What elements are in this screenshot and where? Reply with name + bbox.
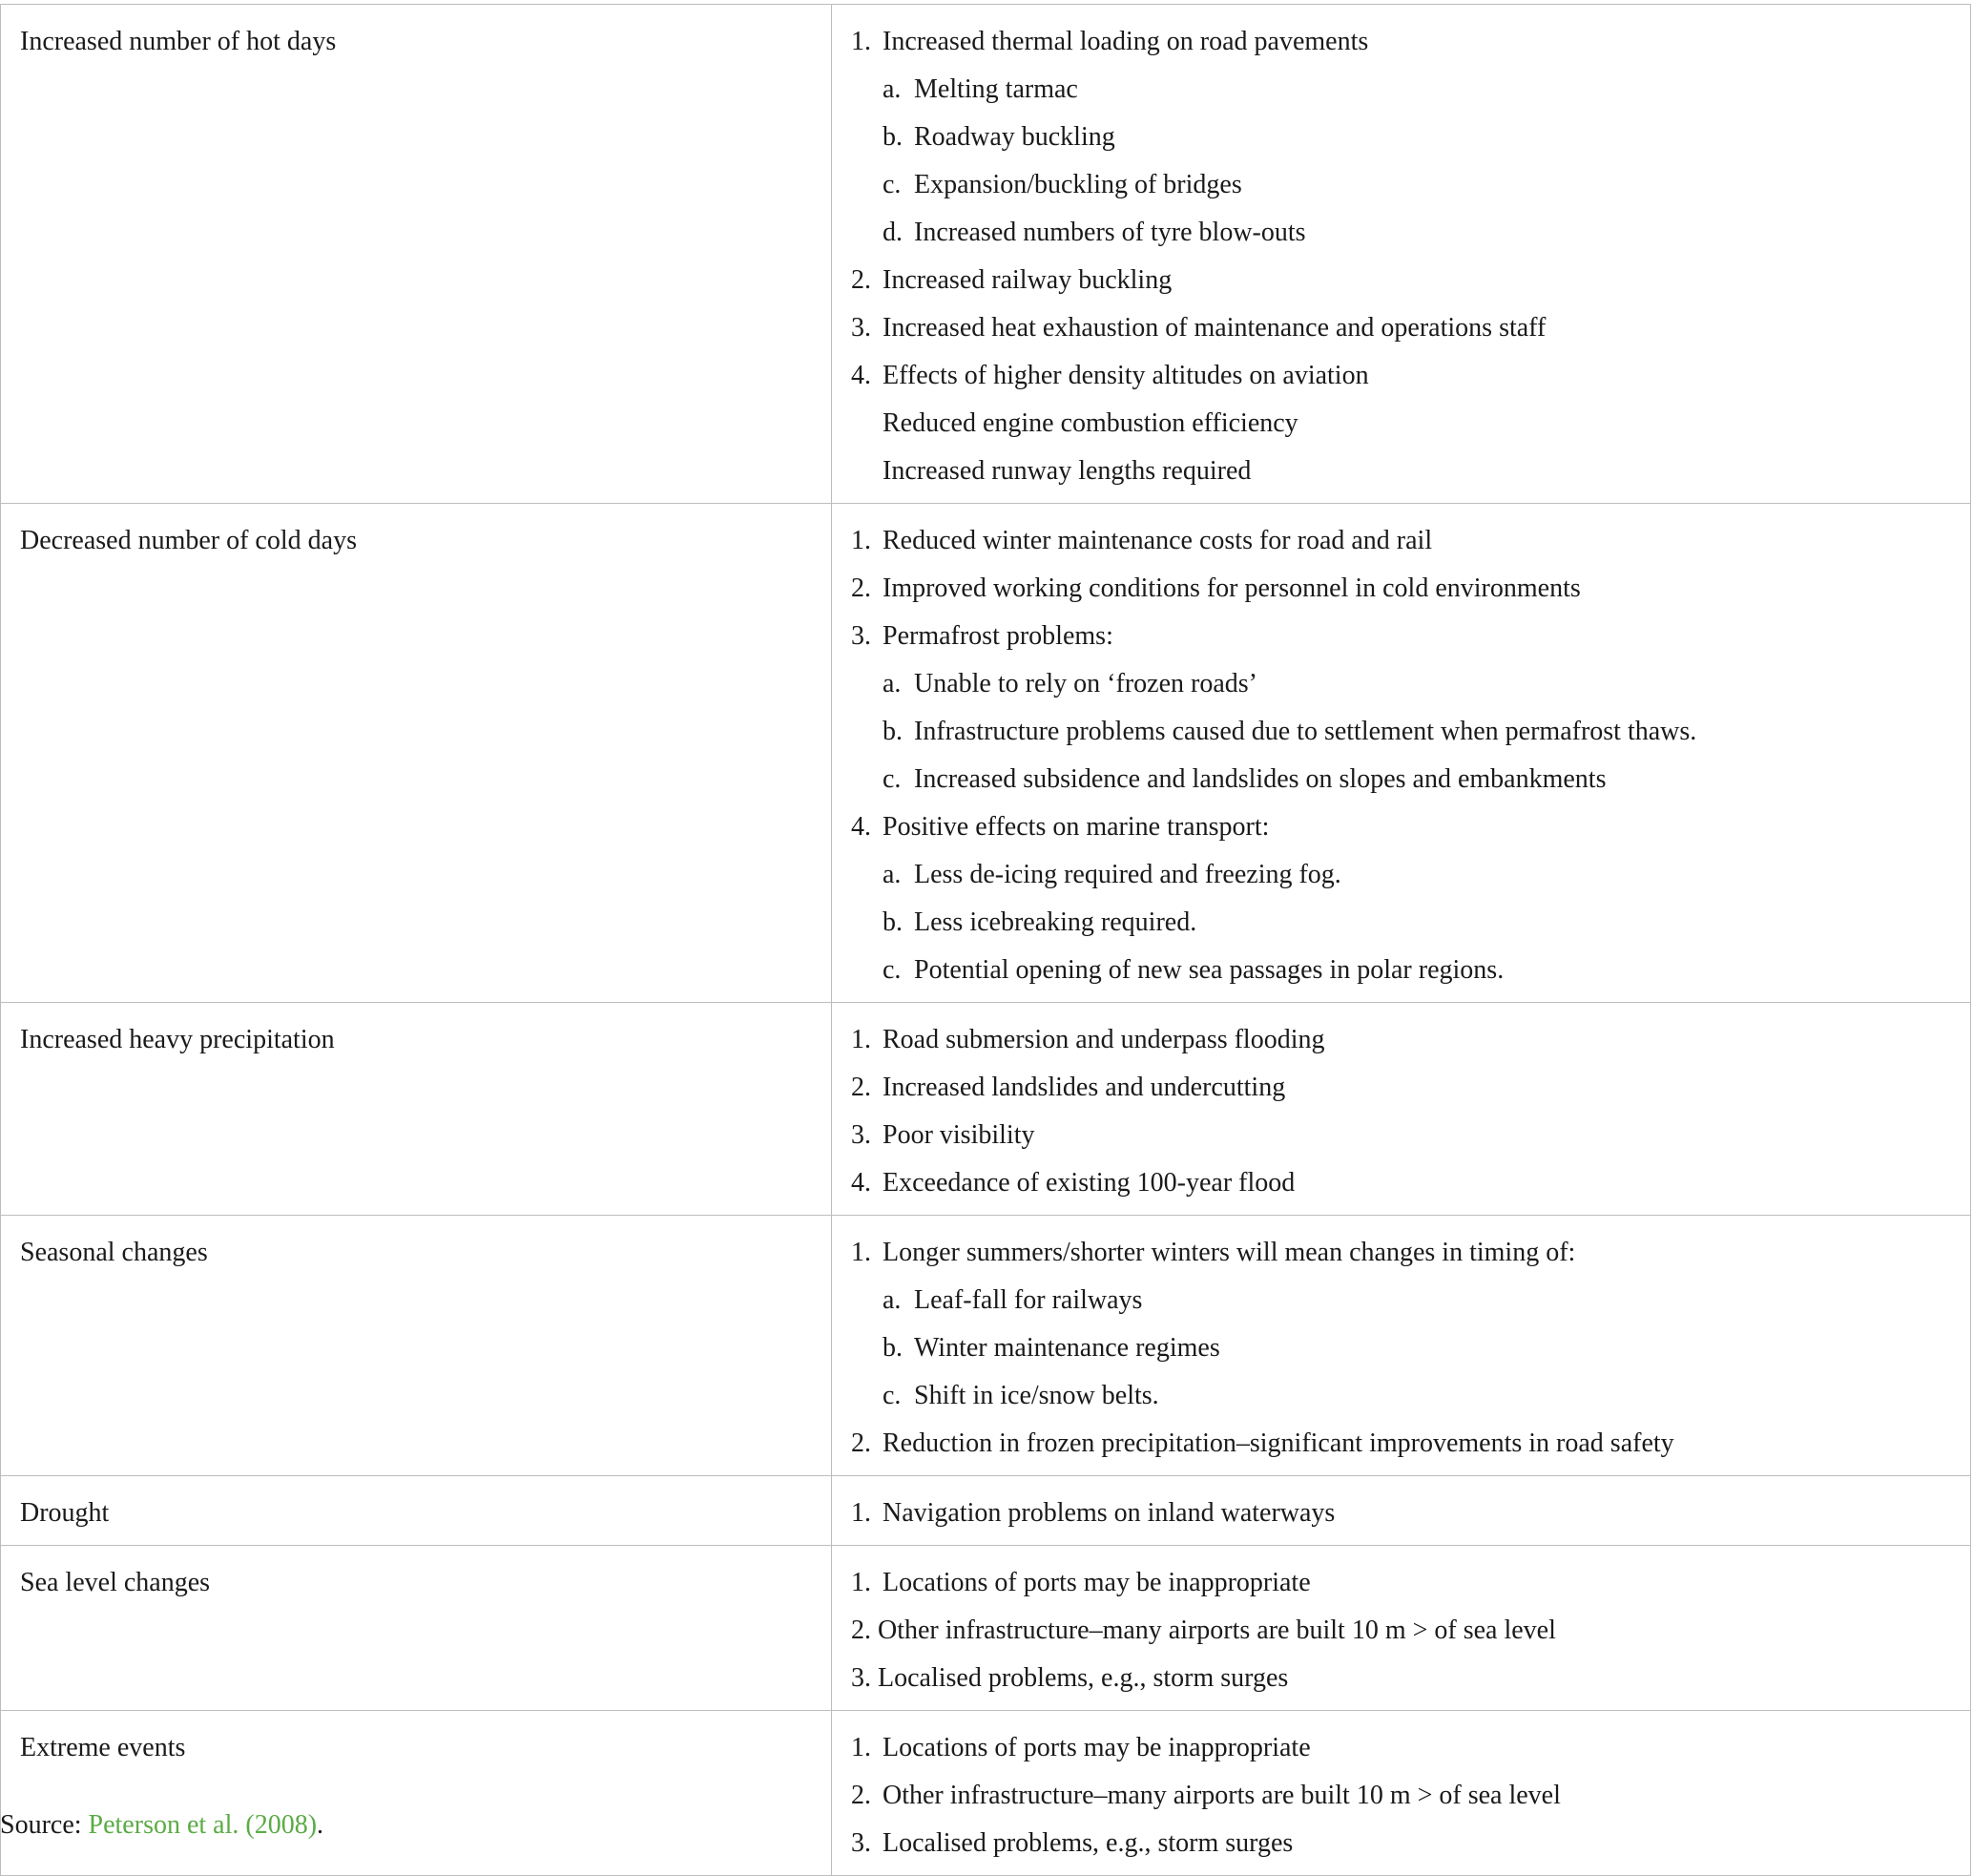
impact-text: Expansion/buckling of bridges	[914, 170, 1242, 199]
climate-impacts-table	[0, 4, 1971, 1876]
list-marker: 2.	[851, 1428, 871, 1458]
impact-list-cell	[832, 5, 1971, 504]
climate-factor-cell: Decreased number of cold days	[1, 504, 832, 1003]
impact-list-item	[851, 257, 1951, 304]
impact-list-item	[851, 1159, 1951, 1207]
impact-list-cell	[832, 1476, 1971, 1546]
impact-text: Longer summers/shorter winters will mean changes in timing of:	[883, 1238, 1576, 1267]
list-marker: 1.	[851, 1238, 871, 1267]
climate-factor-cell: Increased heavy precipitation	[1, 1003, 832, 1216]
list-marker: 1.	[851, 1025, 871, 1054]
list-marker: 1.	[851, 526, 871, 555]
impact-text: Other infrastructure–many airports are built 10 m > of sea level	[883, 1781, 1561, 1810]
impact-list-item	[851, 209, 1951, 257]
climate-factor-cell: Increased number of hot days	[1, 5, 832, 504]
impact-text: Locations of ports may be inappropriate	[883, 1568, 1311, 1597]
impact-text: Locations of ports may be inappropriate	[883, 1733, 1311, 1762]
impact-text: Localised problems, e.g., storm surges	[883, 1828, 1294, 1858]
impact-text: Increased heat exhaustion of maintenance and operations staff	[883, 313, 1547, 343]
impact-text: Increased thermal loading on road pavements	[883, 27, 1369, 56]
impact-list-item	[851, 708, 1951, 756]
source-note	[0, 1809, 323, 1842]
impact-list-item	[851, 1420, 1951, 1468]
impact-list-item	[851, 517, 1951, 565]
impact-list-item	[851, 899, 1951, 947]
impact-list-item	[851, 400, 1951, 448]
impact-text: Increased landslides and undercutting	[883, 1073, 1286, 1102]
impact-list-item	[851, 947, 1951, 994]
list-marker: 3.	[851, 1120, 871, 1150]
impact-text: Positive effects on marine transport:	[883, 812, 1270, 842]
impact-list-cell	[832, 1711, 1971, 1876]
impact-list-item	[851, 1016, 1951, 1064]
list-marker: 2.	[851, 265, 871, 295]
list-marker: a.	[883, 669, 902, 698]
impact-list-cell	[832, 504, 1971, 1003]
climate-factor-cell: Drought	[1, 1476, 832, 1546]
impact-text: Unable to rely on ‘frozen roads’	[914, 669, 1257, 698]
table-row	[1, 1711, 1971, 1876]
impact-text: Shift in ice/snow belts.	[914, 1381, 1159, 1410]
impact-list-item	[851, 1724, 1951, 1772]
impact-list-item	[851, 1064, 1951, 1112]
impact-list-item	[851, 352, 1951, 400]
impact-text: Reduced winter maintenance costs for road and rail	[883, 526, 1433, 555]
list-marker: 2.	[851, 573, 871, 603]
list-marker: 4.	[851, 361, 871, 390]
impact-list-item	[851, 18, 1951, 66]
impact-text: Reduced engine combustion efficiency	[883, 408, 1298, 438]
table-row	[1, 1216, 1971, 1476]
list-marker: a.	[883, 860, 902, 889]
impact-list-item	[851, 1559, 1951, 1607]
table-row	[1, 1546, 1971, 1711]
impact-text: Increased railway buckling	[883, 265, 1173, 295]
impact-text: Improved working conditions for personnel in cold environments	[883, 573, 1581, 603]
impact-text: Roadway buckling	[914, 122, 1115, 152]
table-row	[1, 1476, 1971, 1546]
source-label: Source:	[0, 1810, 89, 1840]
climate-factor-cell: Sea level changes	[1, 1546, 832, 1711]
impact-list-item	[851, 803, 1951, 851]
impact-text: Increased numbers of tyre blow-outs	[914, 218, 1306, 247]
list-marker: 1.	[851, 1498, 871, 1528]
table-row	[1, 1003, 1971, 1216]
impact-text: Permafrost problems:	[883, 621, 1113, 651]
list-marker: c.	[883, 764, 902, 794]
impact-list-item	[851, 565, 1951, 613]
list-marker: b.	[883, 1333, 903, 1363]
impact-text: Effects of higher density altitudes on aviation	[883, 361, 1369, 390]
impact-text: Other infrastructure–many airports are built 10 m > of sea level	[878, 1615, 1556, 1645]
impact-list-item	[851, 448, 1951, 495]
impact-list-item	[851, 1372, 1951, 1420]
impact-list-item	[851, 1112, 1951, 1159]
impact-list-item	[851, 66, 1951, 114]
impact-list-item	[851, 1277, 1951, 1324]
impact-text: Road submersion and underpass flooding	[883, 1025, 1325, 1054]
impact-text: Potential opening of new sea passages in polar regions.	[914, 955, 1505, 985]
list-marker: 4.	[851, 812, 871, 842]
list-marker: b.	[883, 907, 903, 937]
list-marker: b.	[883, 717, 903, 746]
list-marker: 2.	[851, 1615, 871, 1645]
impact-text: Exceedance of existing 100-year flood	[883, 1168, 1296, 1198]
list-marker: c.	[883, 1381, 902, 1410]
impact-list-item	[851, 1820, 1951, 1867]
source-trailing: .	[317, 1810, 324, 1840]
impact-list-cell	[832, 1216, 1971, 1476]
impact-list-item	[851, 1324, 1951, 1372]
impact-list-item	[851, 1655, 1951, 1702]
impact-list-cell	[832, 1546, 1971, 1711]
impact-text: Navigation problems on inland waterways	[883, 1498, 1336, 1528]
climate-factor-cell: Extreme events	[1, 1711, 832, 1876]
list-marker: 1.	[851, 27, 871, 56]
impact-list-item	[851, 660, 1951, 708]
impact-text: Localised problems, e.g., storm surges	[878, 1663, 1289, 1693]
list-marker: 1.	[851, 1733, 871, 1762]
impact-list-item	[851, 114, 1951, 161]
table-row	[1, 5, 1971, 504]
list-marker: b.	[883, 122, 903, 152]
climate-factor-cell: Seasonal changes	[1, 1216, 832, 1476]
impact-list-item	[851, 613, 1951, 660]
list-marker: 3.	[851, 1828, 871, 1858]
impact-text: Increased subsidence and landslides on slopes and embankments	[914, 764, 1607, 794]
list-marker: 2.	[851, 1073, 871, 1102]
list-marker: 1.	[851, 1568, 871, 1597]
list-marker: d.	[883, 218, 903, 247]
impact-text: Less de-icing required and freezing fog.	[914, 860, 1341, 889]
impact-text: Infrastructure problems caused due to settlement when permafrost thaws.	[914, 717, 1697, 746]
list-marker: 3.	[851, 621, 871, 651]
list-marker: a.	[883, 74, 902, 104]
impact-list-cell	[832, 1003, 1971, 1216]
table-body	[1, 5, 1971, 1876]
source-reference-link[interactable]: Peterson et al. (2008)	[88, 1810, 318, 1840]
list-marker: a.	[883, 1285, 902, 1315]
list-marker: 2.	[851, 1781, 871, 1810]
impact-text: Poor visibility	[883, 1120, 1035, 1150]
impact-text: Reduction in frozen precipitation–significant improvements in road safety	[883, 1428, 1674, 1458]
impact-text: Winter maintenance regimes	[914, 1333, 1220, 1363]
impact-list-item	[851, 1772, 1951, 1820]
impact-list-item	[851, 161, 1951, 209]
list-marker: 3.	[851, 313, 871, 343]
list-marker: c.	[883, 170, 902, 199]
list-marker: c.	[883, 955, 902, 985]
list-marker: 3.	[851, 1663, 871, 1693]
impact-text: Increased runway lengths required	[883, 456, 1252, 486]
table-row	[1, 504, 1971, 1003]
impact-list-item	[851, 304, 1951, 352]
list-marker: 4.	[851, 1168, 871, 1198]
impact-list-item	[851, 1229, 1951, 1277]
impact-text: Leaf-fall for railways	[914, 1285, 1143, 1315]
impact-list-item	[851, 851, 1951, 899]
impact-list-item	[851, 756, 1951, 803]
impact-list-item	[851, 1490, 1951, 1537]
impact-text: Less icebreaking required.	[914, 907, 1197, 937]
impact-list-item	[851, 1607, 1951, 1655]
impact-text: Melting tarmac	[914, 74, 1078, 104]
